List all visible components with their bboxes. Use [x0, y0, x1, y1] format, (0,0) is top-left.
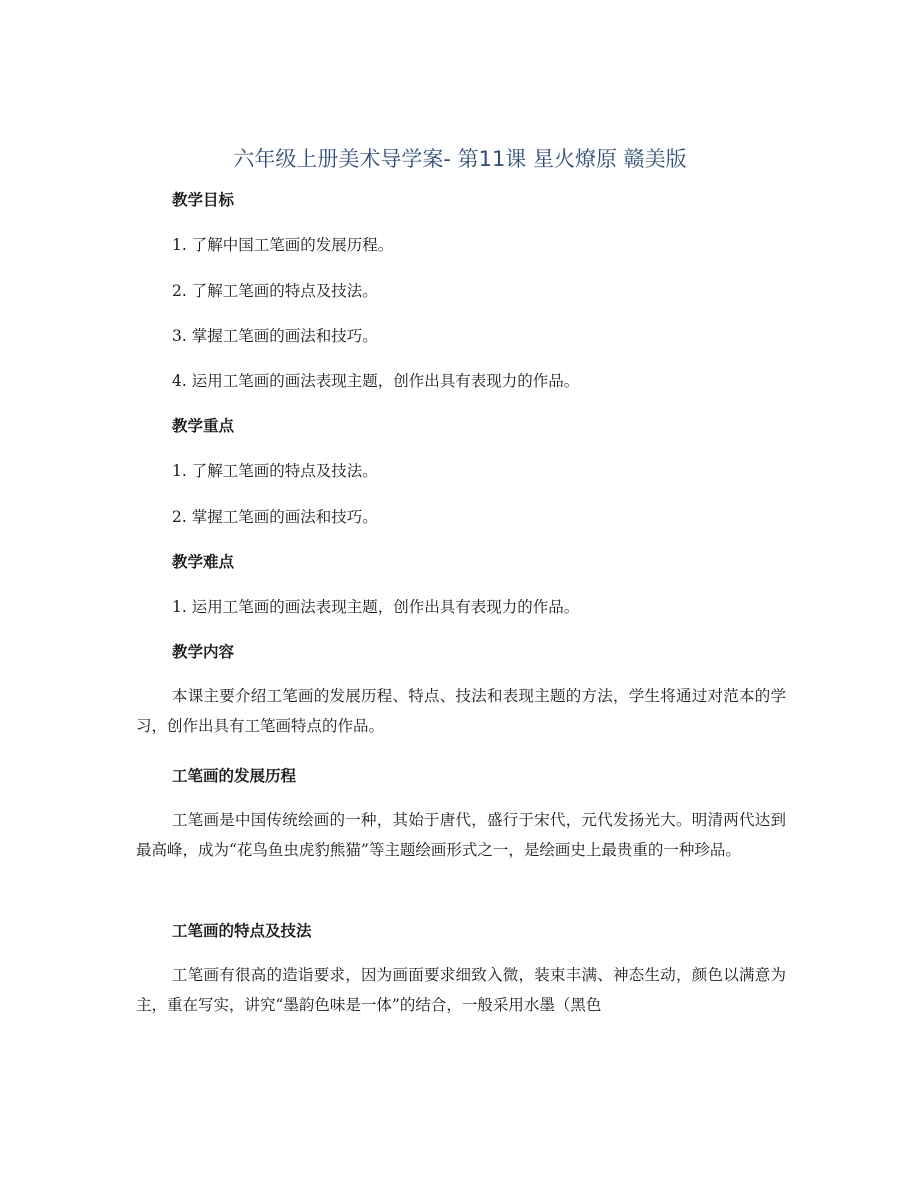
content-heading: 教学内容	[172, 643, 235, 661]
difficulties-heading: 教学难点	[172, 553, 235, 571]
objectives-heading: 教学目标	[172, 191, 235, 209]
features-paragraph: 工笔画有很高的造诣要求，因为画面要求细致入微，装束丰满、神态生动，颜色以满意为主，重在写实，讲究“墨韵色味是一体”的结合，一般采用水墨（黑色	[136, 966, 786, 1014]
document-title: 六年级上册美术导学案- 第11课 星火燎原 赣美版	[233, 147, 687, 171]
key-point-item: 1. 了解工笔画的特点及技法。	[172, 462, 378, 480]
key-points-heading: 教学重点	[172, 417, 235, 435]
key-point-item: 2. 掌握工笔画的画法和技巧。	[172, 508, 378, 526]
content-paragraph: 本课主要介绍工笔画的发展历程、特点、技法和表现主题的方法，学生将通过对范本的学习，创作出具有工笔画特点的作品。	[136, 687, 786, 735]
objective-item: 4. 运用工笔画的画法表现主题，创作出具有表现力的作品。	[172, 372, 580, 390]
history-paragraph: 工笔画是中国传统绘画的一种，其始于唐代，盛行于宋代，元代发扬光大。明清两代达到最高峰，成为“花鸟鱼虫虎豹熊猫”等主题绘画形式之一，是绘画史上最贵重的一种珍品。	[136, 811, 786, 859]
difficulty-item: 1. 运用工笔画的画法表现主题，创作出具有表现力的作品。	[172, 598, 580, 616]
objective-item: 3. 掌握工笔画的画法和技巧。	[172, 327, 378, 345]
objective-item: 2. 了解工笔画的特点及技法。	[172, 282, 378, 300]
history-heading: 工笔画的发展历程	[172, 767, 297, 785]
objective-item: 1. 了解中国工笔画的发展历程。	[172, 236, 394, 254]
features-heading: 工笔画的特点及技法	[172, 922, 312, 940]
